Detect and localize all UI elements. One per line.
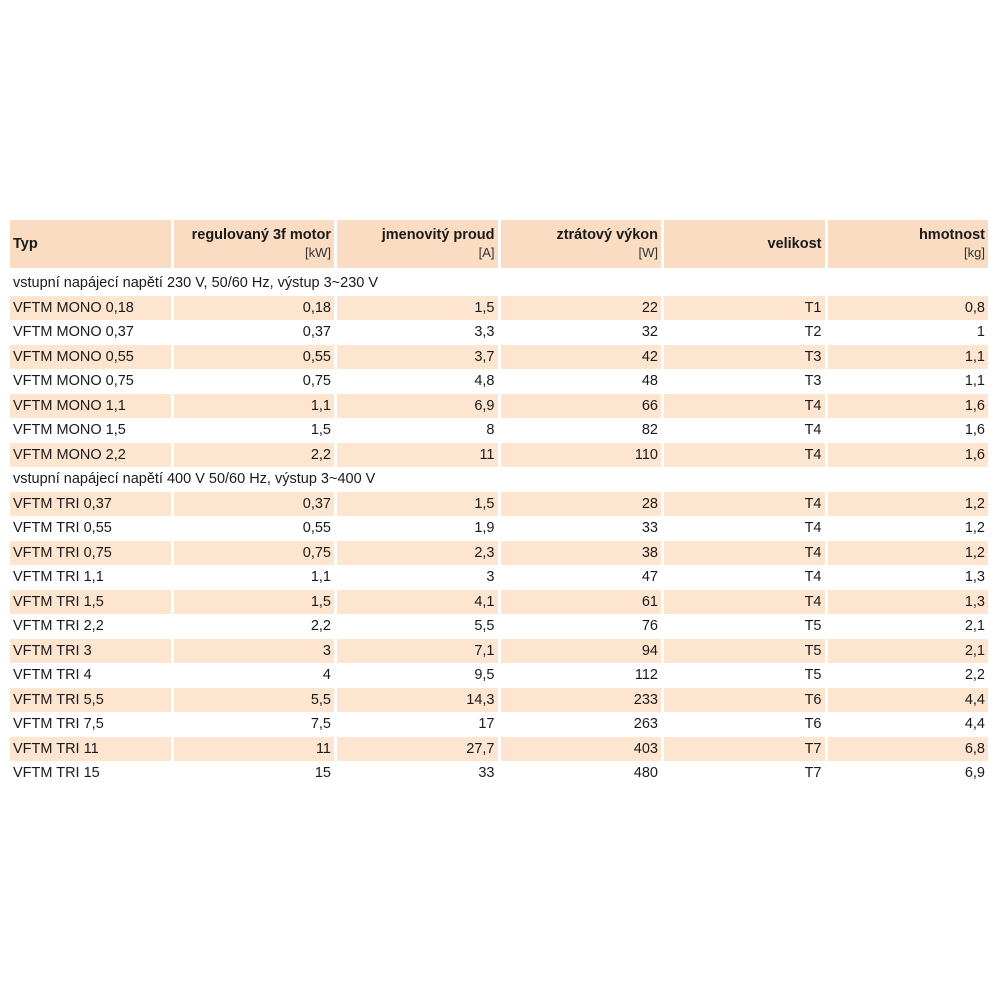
- table-cell: 4,4: [828, 688, 989, 713]
- table-cell: 2,1: [964, 618, 985, 635]
- table-cell: 94: [501, 639, 662, 664]
- table-cell: 1,2: [828, 492, 989, 517]
- table-row: [10, 614, 988, 639]
- table-cell: 403: [501, 737, 662, 762]
- table-row: [10, 492, 988, 517]
- column-header-label: ztrátový výkon: [556, 227, 658, 243]
- table-cell: 33: [641, 520, 658, 537]
- table-cell: 6,9: [964, 765, 985, 782]
- column-header-unit: [W]: [638, 245, 658, 260]
- table-cell: T4: [804, 422, 822, 439]
- table-cell: 1,5: [337, 296, 498, 321]
- table-cell: T1: [664, 296, 825, 321]
- table-cell: 2,2: [964, 667, 985, 684]
- table-cell: 112: [634, 667, 658, 684]
- column-header-unit: [kg]: [964, 245, 985, 260]
- column-header-unit: [kW]: [305, 245, 331, 260]
- table-cell: 9,5: [474, 667, 495, 684]
- table-cell: VFTM TRI 0,37: [10, 492, 171, 517]
- table-cell: 76: [641, 618, 658, 635]
- table-cell: 1,1: [174, 394, 335, 419]
- table-row: [10, 688, 988, 713]
- table-row: [10, 565, 988, 590]
- table-cell: 0,55: [174, 345, 335, 370]
- table-cell: 15: [314, 765, 331, 782]
- column-header-typ: [10, 220, 171, 268]
- table-cell: VFTM TRI 3: [10, 639, 171, 664]
- table-cell: T5: [664, 639, 825, 664]
- table-cell: T4: [804, 569, 822, 586]
- table-cell: 1,6: [828, 443, 989, 468]
- column-header-loss: [501, 220, 662, 268]
- table-cell: T6: [804, 716, 822, 733]
- table-cell: 7,1: [337, 639, 498, 664]
- table-cell: 3: [174, 639, 335, 664]
- table-cell: VFTM TRI 5,5: [10, 688, 171, 713]
- table-cell: 1,1: [310, 569, 331, 586]
- table-cell: T4: [664, 394, 825, 419]
- table-cell: T4: [664, 541, 825, 566]
- table-cell: 33: [478, 765, 495, 782]
- section-row: [10, 271, 988, 296]
- table-cell: 6,9: [337, 394, 498, 419]
- section-row: [10, 467, 988, 492]
- column-header-label: hmotnost: [918, 227, 985, 243]
- table-cell: 1,1: [828, 345, 989, 370]
- column-header-current: [337, 220, 498, 268]
- table-cell: 3: [486, 569, 495, 586]
- table-cell: 38: [501, 541, 662, 566]
- table-cell: 2,2: [310, 618, 331, 635]
- table-cell: 4: [322, 667, 331, 684]
- table-row: [10, 541, 988, 566]
- table-cell: 66: [501, 394, 662, 419]
- table-row: [10, 663, 988, 688]
- table-cell: VFTM MONO 0,55: [10, 345, 171, 370]
- table-cell: 1,3: [828, 590, 989, 615]
- spec-table-container: [10, 220, 988, 786]
- table-cell: 2,2: [174, 443, 335, 468]
- table-cell: 1,1: [964, 373, 985, 390]
- table-cell: 82: [641, 422, 658, 439]
- table-row: [10, 516, 988, 541]
- table-row: [10, 296, 988, 321]
- table-cell: 0,55: [302, 520, 331, 537]
- table-cell: 6,8: [828, 737, 989, 762]
- table-row: [10, 737, 988, 762]
- table-cell: T3: [804, 373, 822, 390]
- column-header-label: jmenovitý proud: [381, 227, 495, 243]
- table-cell: T4: [804, 520, 822, 537]
- table-cell: T5: [804, 667, 822, 684]
- table-cell: 22: [501, 296, 662, 321]
- column-header-size: [664, 220, 825, 268]
- table-cell: VFTM TRI 15: [13, 765, 100, 782]
- table-cell: 0,18: [174, 296, 335, 321]
- table-cell: 1,2: [828, 541, 989, 566]
- table-cell: 263: [633, 716, 658, 733]
- table-cell: T4: [664, 590, 825, 615]
- table-cell: VFTM MONO 1,5: [13, 422, 126, 439]
- table-cell: 27,7: [337, 737, 498, 762]
- table-header: [10, 220, 988, 268]
- table-cell: 4,8: [474, 373, 495, 390]
- table-cell: T6: [664, 688, 825, 713]
- table-cell: 1: [976, 324, 985, 341]
- table-cell: 8: [486, 422, 495, 439]
- table-cell: T2: [804, 324, 822, 341]
- table-cell: 3,3: [474, 324, 495, 341]
- table-cell: 32: [641, 324, 658, 341]
- table-cell: VFTM TRI 1,5: [10, 590, 171, 615]
- table-cell: 42: [501, 345, 662, 370]
- table-row: [10, 394, 988, 419]
- table-cell: 110: [501, 443, 662, 468]
- table-cell: 28: [501, 492, 662, 517]
- table-cell: VFTM TRI 2,2: [13, 618, 104, 635]
- table-row: [10, 345, 988, 370]
- table-row: [10, 590, 988, 615]
- table-cell: 2,3: [337, 541, 498, 566]
- table-cell: 1,9: [474, 520, 495, 537]
- table-cell: 1,6: [964, 422, 985, 439]
- section-title: vstupní napájecí napětí 230 V, 50/60 Hz, výstup 3~230 V: [10, 271, 988, 296]
- table-cell: 233: [501, 688, 662, 713]
- table-cell: T7: [664, 737, 825, 762]
- table-cell: 61: [501, 590, 662, 615]
- table-cell: 7,5: [310, 716, 331, 733]
- table-cell: VFTM TRI 0,55: [13, 520, 112, 537]
- table-cell: 4,4: [964, 716, 985, 733]
- column-header-label: Typ: [13, 235, 38, 252]
- table-cell: T7: [804, 765, 822, 782]
- table-cell: VFTM TRI 0,75: [10, 541, 171, 566]
- table-row: [10, 369, 988, 394]
- table-cell: 1,2: [964, 520, 985, 537]
- column-header-motor: [174, 220, 335, 268]
- table-cell: 0,37: [302, 324, 331, 341]
- table-cell: 11: [337, 443, 498, 468]
- table-cell: 0,75: [302, 373, 331, 390]
- table-cell: 480: [633, 765, 658, 782]
- table-row: [10, 712, 988, 737]
- table-cell: T4: [664, 492, 825, 517]
- table-cell: VFTM MONO 2,2: [10, 443, 171, 468]
- table-row: [10, 443, 988, 468]
- table-cell: VFTM TRI 11: [10, 737, 171, 762]
- table-cell: 0,8: [828, 296, 989, 321]
- table-cell: 2,1: [828, 639, 989, 664]
- spec-table: [7, 220, 991, 786]
- table-cell: 47: [641, 569, 658, 586]
- section-title: vstupní napájecí napětí 400 V 50/60 Hz, výstup 3~400 V: [10, 467, 988, 492]
- table-cell: 48: [641, 373, 658, 390]
- table-cell: T3: [664, 345, 825, 370]
- table-cell: 1,5: [174, 590, 335, 615]
- table-row: [10, 320, 988, 345]
- table-cell: 1,6: [828, 394, 989, 419]
- table-row: [10, 418, 988, 443]
- table-cell: VFTM TRI 7,5: [13, 716, 104, 733]
- table-cell: VFTM TRI 1,1: [13, 569, 104, 586]
- table-row: [10, 761, 988, 786]
- table-cell: 0,37: [174, 492, 335, 517]
- table-body: [10, 268, 988, 786]
- table-cell: 4,1: [337, 590, 498, 615]
- table-cell: VFTM MONO 0,37: [13, 324, 134, 341]
- table-cell: 1,5: [337, 492, 498, 517]
- table-cell: T5: [804, 618, 822, 635]
- table-cell: 0,75: [174, 541, 335, 566]
- column-header-label: regulovaný 3f motor: [191, 227, 331, 243]
- table-cell: 11: [174, 737, 335, 762]
- table-cell: VFTM TRI 4: [13, 667, 92, 684]
- table-cell: 1,5: [310, 422, 331, 439]
- table-cell: 3,7: [337, 345, 498, 370]
- table-row: [10, 639, 988, 664]
- table-cell: 1,3: [964, 569, 985, 586]
- table-cell: VFTM MONO 1,1: [10, 394, 171, 419]
- column-header-weight: [828, 220, 989, 268]
- column-header-label: velikost: [767, 235, 822, 252]
- table-cell: 14,3: [337, 688, 498, 713]
- table-cell: VFTM MONO 0,75: [13, 373, 134, 390]
- column-header-unit: [A]: [478, 245, 495, 260]
- table-cell: VFTM MONO 0,18: [10, 296, 171, 321]
- table-cell: 17: [478, 716, 495, 733]
- table-cell: T4: [664, 443, 825, 468]
- table-cell: 5,5: [474, 618, 495, 635]
- table-cell: 5,5: [174, 688, 335, 713]
